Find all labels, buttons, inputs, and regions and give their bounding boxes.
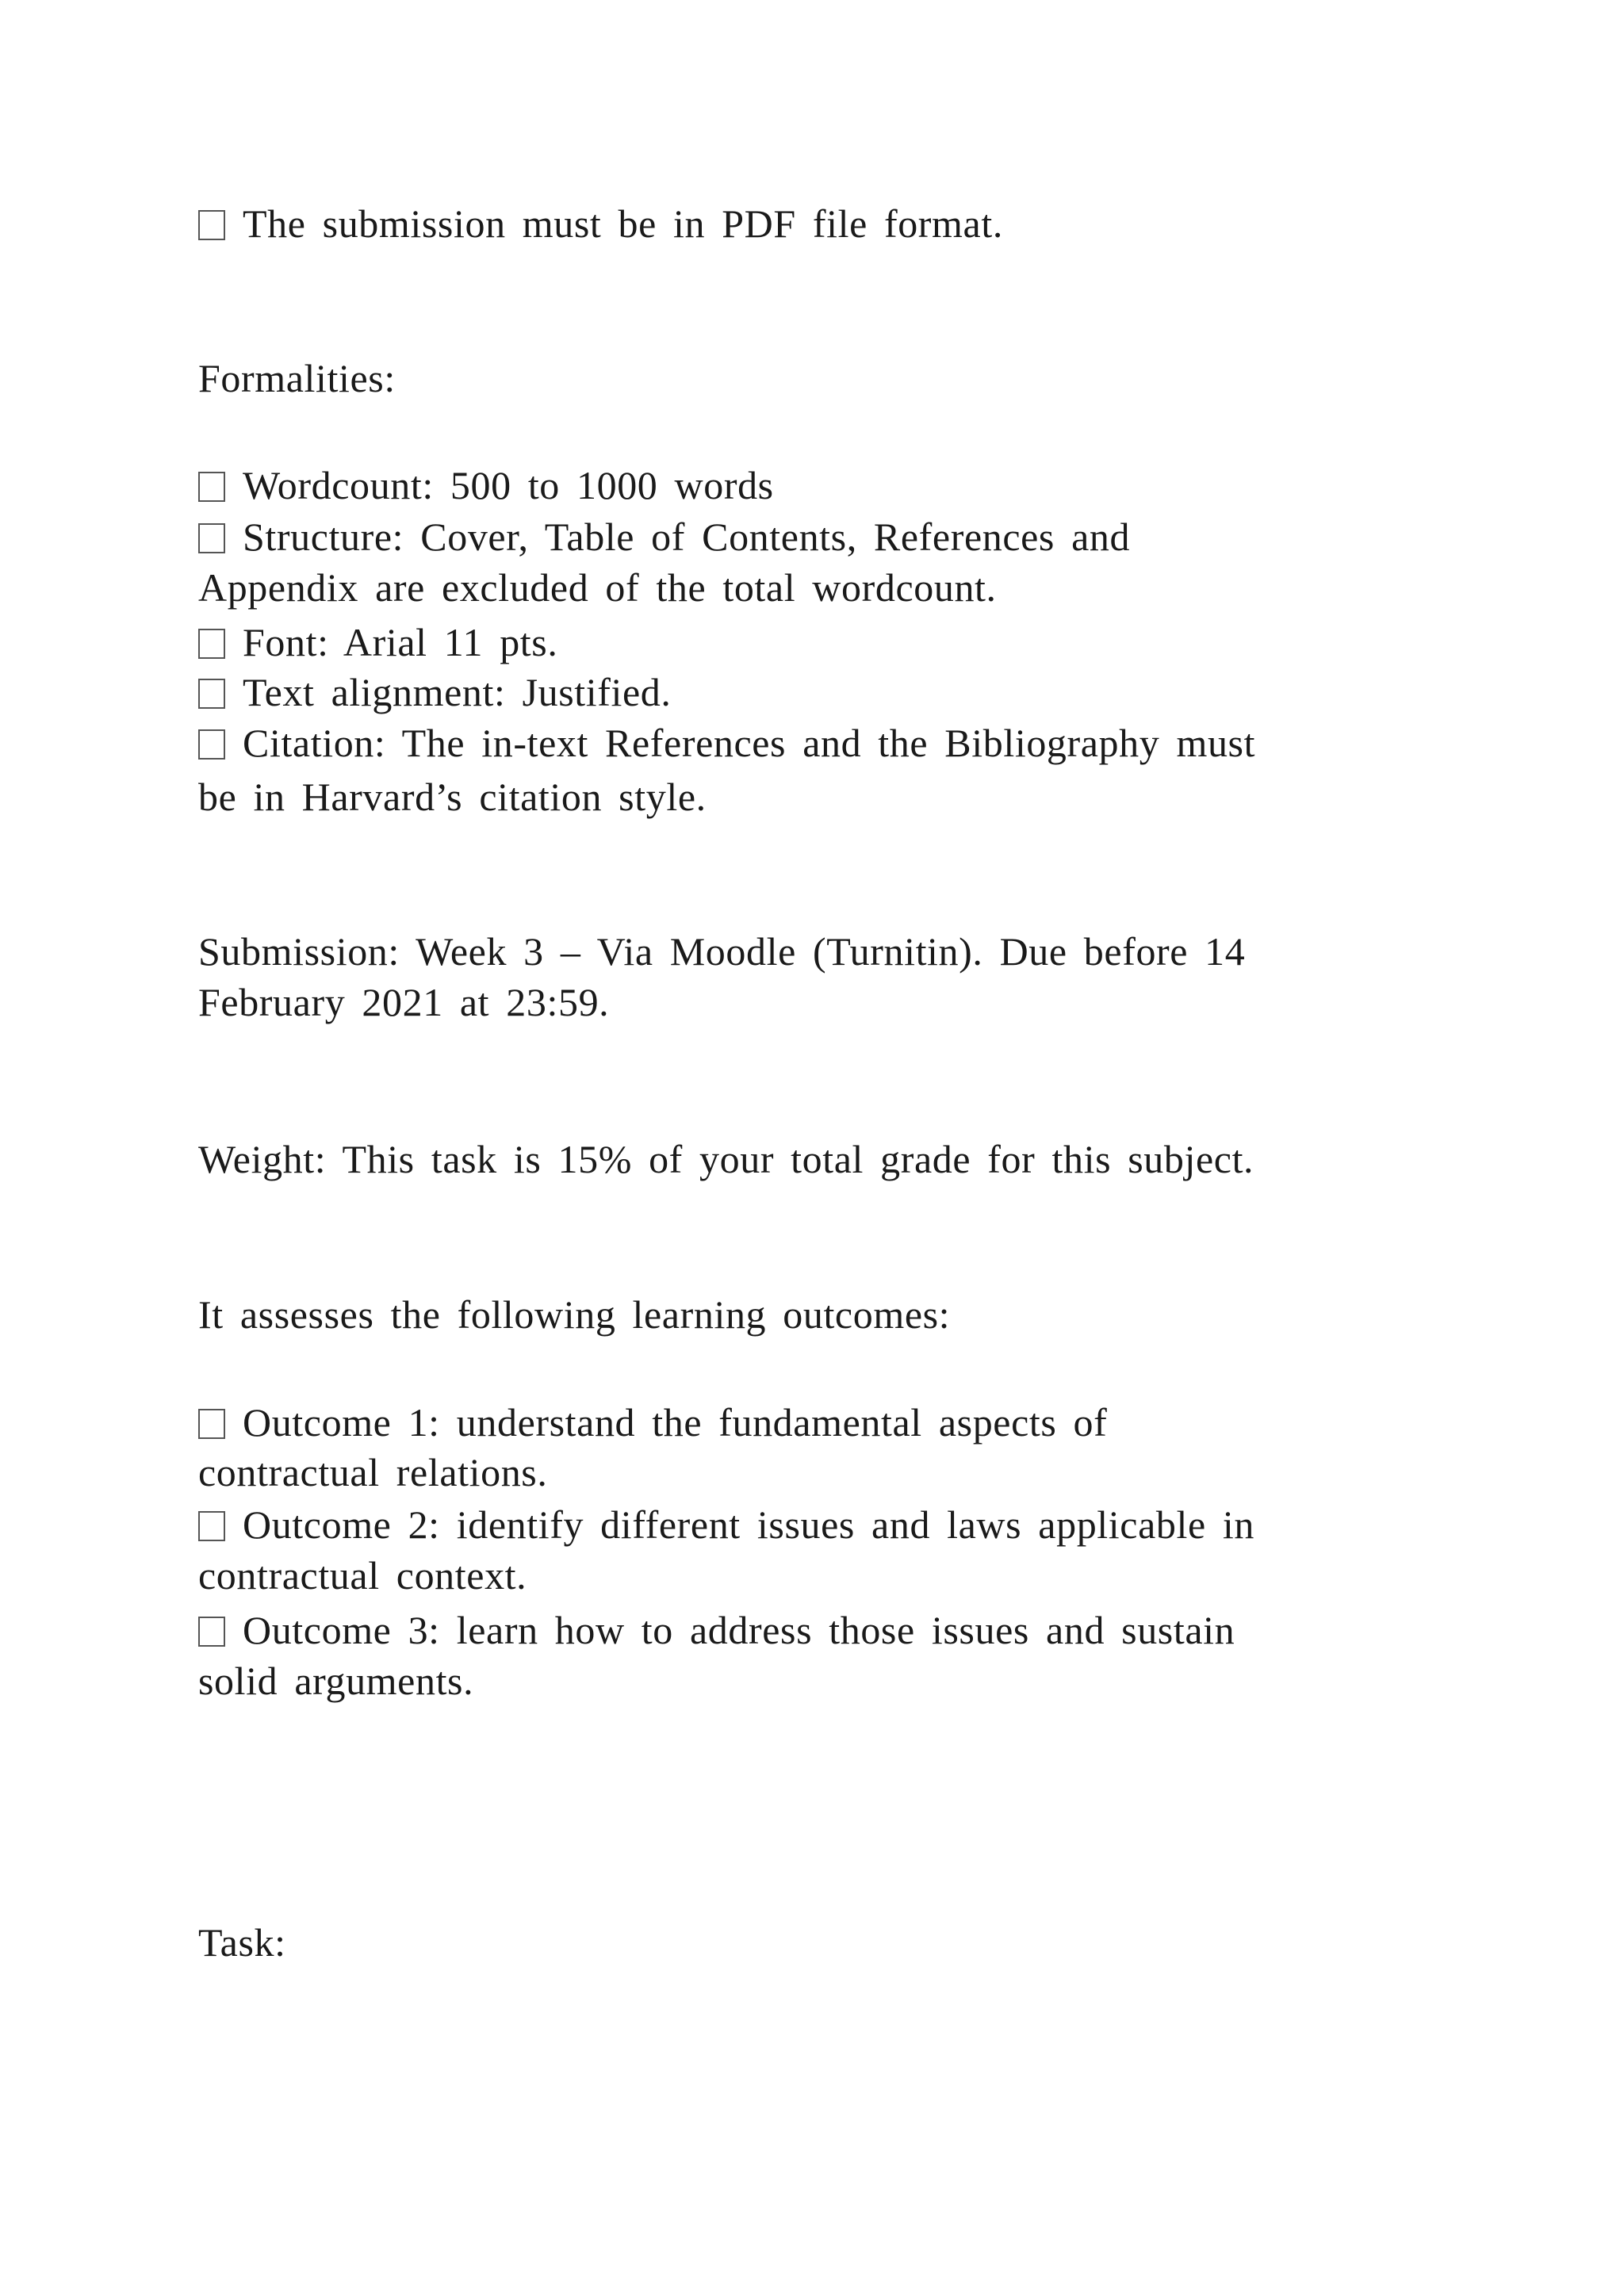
- outcome-item-3-continued: solid arguments.: [198, 1659, 474, 1703]
- outcome-item-1: Outcome 1: understand the fundamental aspects of: [198, 1399, 1107, 1446]
- outcome-item-3: Outcome 3: learn how to address those issues and sustain: [198, 1606, 1235, 1654]
- outcome-item-1-continued: contractual relations.: [198, 1450, 548, 1494]
- formalities-heading: Formalities:: [198, 356, 396, 400]
- formality-item-wordcount: Wordcount: 500 to 1000 words: [198, 461, 774, 509]
- task-heading: Task:: [198, 1920, 286, 1965]
- submission-format-line: The submission must be in PDF file format.: [198, 200, 1003, 247]
- outcome-item-2: Outcome 2: identify different issues and laws applicable in: [198, 1501, 1254, 1548]
- formality-item-structure-continued: Appendix are excluded of the total wordcount.: [198, 565, 997, 610]
- formality-item-citation-continued: be in Harvard’s citation style.: [198, 775, 707, 819]
- submission-line-continued: February 2021 at 23:59.: [198, 980, 610, 1024]
- bullet-icon: [198, 729, 225, 760]
- formality-item-structure: Structure: Cover, Table of Contents, References and: [198, 513, 1130, 561]
- bullet-icon: [198, 1409, 225, 1439]
- formality-item-alignment: Text alignment: Justified.: [198, 668, 672, 716]
- formality-item-font: Font: Arial 11 pts.: [198, 618, 557, 666]
- bullet-icon: [198, 210, 225, 240]
- bullet-icon: [198, 1617, 225, 1647]
- bullet-icon: [198, 1511, 225, 1541]
- outcomes-heading: It assesses the following learning outcomes:: [198, 1292, 951, 1337]
- bullet-icon: [198, 472, 225, 502]
- bullet-icon: [198, 523, 225, 553]
- formality-item-citation: Citation: The in-text References and the Bibliography must: [198, 719, 1255, 767]
- submission-line: Submission: Week 3 – Via Moodle (Turnitin). Due before 14: [198, 929, 1246, 974]
- outcome-item-2-continued: contractual context.: [198, 1553, 527, 1598]
- bullet-icon: [198, 629, 225, 659]
- weight-line: Weight: This task is 15% of your total grade for this subject.: [198, 1137, 1254, 1181]
- bullet-icon: [198, 679, 225, 709]
